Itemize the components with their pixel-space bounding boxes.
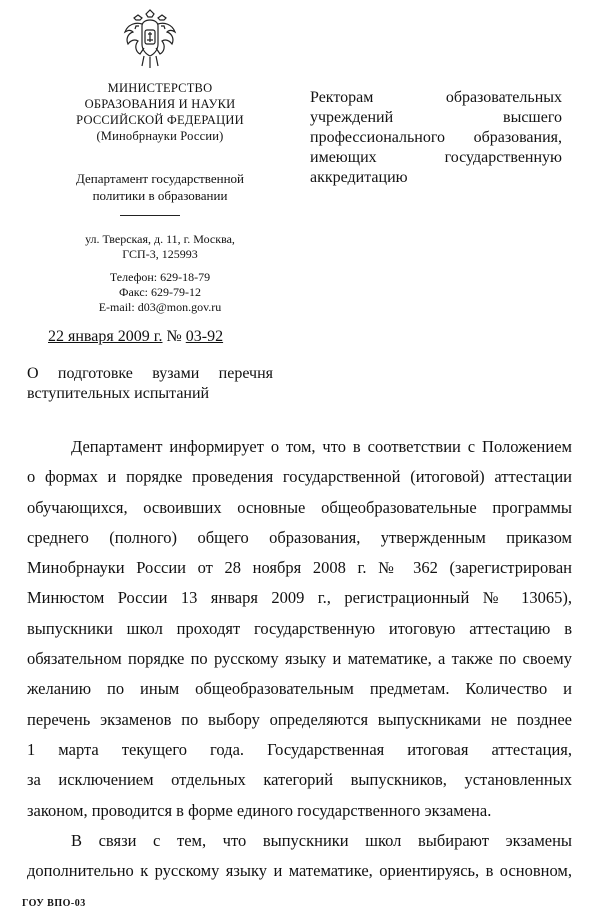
email: E-mail: d03@mon.gov.ru <box>98 300 222 314</box>
addressee-line: аккредитацию <box>310 169 408 186</box>
addressee-line: профессионального образования, <box>310 129 562 146</box>
paragraph-2 <box>27 826 572 887</box>
department-line: Департамент государственной <box>76 171 244 186</box>
fax: Факс: 629-79-12 <box>119 285 201 299</box>
body-line: среднего (полного) общего образования, утвержденным приказом <box>27 527 572 547</box>
paragraph-1 <box>27 432 572 826</box>
coat-of-arms-emblem-icon <box>122 8 178 70</box>
body-line: 1 марта текущего года. Государственная итоговая аттестация, <box>27 739 572 759</box>
addressee-line: учреждений высшего <box>310 109 562 126</box>
subject-line: О подготовке вузами перечня <box>27 365 273 382</box>
body-line: обязательном порядке по русскому языку и математике, а также по своему <box>27 649 572 669</box>
address-line: ул. Тверская, д. 11, г. Москва, <box>85 232 235 246</box>
ministry-line: РОССИЙСКОЙ ФЕДЕРАЦИИ <box>76 113 244 127</box>
ministry-block <box>40 80 280 144</box>
department-block <box>40 170 280 204</box>
form-code: ГОУ ВПО-03 <box>22 898 86 909</box>
body-line: Департамент информирует о том, что в соответствии с Положением <box>71 437 572 456</box>
body-line: перечень экзаменов по выбору определяются выпускниками не позднее <box>27 709 572 729</box>
body-line: Минюстом России 13 января 2009 г., регистрационный № 13065), <box>27 588 572 608</box>
body-line: за исключением отдельных категорий выпускников, установленных <box>27 770 572 790</box>
body-line: о формах и порядке проведения государственной (итоговой) аттестации <box>27 467 572 487</box>
phone: Телефон: 629-18-79 <box>109 270 211 284</box>
ministry-short-name: (Минобрнауки России) <box>96 129 224 143</box>
subject-block <box>27 364 273 404</box>
addressee-block <box>310 88 562 188</box>
body-line: В связи с тем, что выпускники школ выбирают экзамены <box>71 830 572 850</box>
addressee-line: Ректорам образовательных <box>310 89 562 106</box>
contacts-block <box>40 270 280 315</box>
address-block <box>40 232 280 262</box>
body-line: выпускники школ проходят государственную итоговую аттестацию в <box>27 618 572 638</box>
body-line: Минобрнауки России от 28 ноября 2008 г. № 362 (зарегистрирован <box>27 558 572 578</box>
body-line: обучающихся, освоивших основные общеобразовательные программы <box>27 497 572 517</box>
body-line: законом, проводится в форме единого государственного экзамена. <box>27 800 492 820</box>
letter-body <box>27 432 572 886</box>
subject-line: вступительных испытаний <box>27 385 210 402</box>
date-number-line <box>48 327 288 347</box>
department-line: политики в образовании <box>92 188 228 203</box>
number-sign: № <box>166 328 182 345</box>
letter-number: 03-92 <box>185 328 224 345</box>
address-line: ГСП-3, 125993 <box>122 247 198 261</box>
ministry-line: ОБРАЗОВАНИЯ И НАУКИ <box>84 97 236 111</box>
body-line: дополнительно к русскому языку и математике, ориентируясь, в основном, <box>27 861 572 881</box>
addressee-line: имеющих государственную <box>310 149 562 166</box>
header-divider <box>120 215 180 216</box>
letter-date: 22 января 2009 г. <box>48 328 163 345</box>
body-line: желанию по иным общеобразовательным предметам. Количество и <box>27 679 572 699</box>
ministry-line: МИНИСТЕРСТВО <box>107 81 213 95</box>
